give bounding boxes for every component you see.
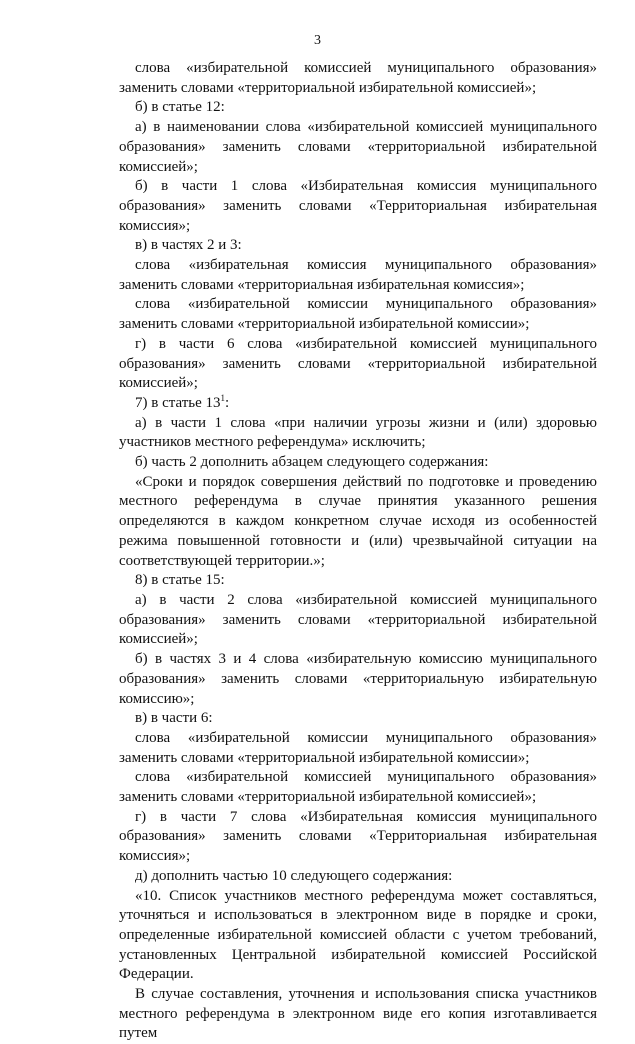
item-7-suffix: : xyxy=(225,394,230,411)
paragraph: б) в части 1 слова «Избирательная комиссия муниципального образования» заменить словами «Территориальная избирательная комиссия»; xyxy=(119,178,597,234)
paragraph: «10. Список участников местного референдума может составляться, уточняться и использоваться в электронном виде в порядке и сроки, определенные избирательной комиссией области с учетом требований, установленных Центральной избирательной комиссией Российской Федерации. xyxy=(119,887,597,983)
document-body xyxy=(119,59,597,1044)
paragraph: слова «избирательной комиссии муниципального образования» заменить словами «территориальной избирательной комиссии»; xyxy=(119,296,597,333)
item-7-superscript: 1 xyxy=(220,392,226,403)
paragraph: 8) в статье 15: xyxy=(135,572,225,589)
paragraph-item-7 xyxy=(119,394,597,414)
paragraph: г) в части 6 слова «избирательной комиссией муниципального образования» заменить словами «территориальной избирательной комиссией»; xyxy=(119,335,597,392)
item-7-text: 7) в статье 13 xyxy=(135,394,221,411)
paragraph: б) в статье 12: xyxy=(135,99,225,116)
paragraph: в) в части 6: xyxy=(135,710,213,727)
paragraph: б) часть 2 дополнить абзацем следующего содержания: xyxy=(135,454,489,471)
paragraph: «Сроки и порядок совершения действий по подготовке и проведению местного референдума в случае принятия указанного решения определяются в каждом конкретном случае исходя из особенностей режима повышенной готовности и (или) чрезвычайной ситуации на соответствующей территории.»; xyxy=(119,473,597,569)
paragraph: в) в частях 2 и 3: xyxy=(135,237,242,254)
paragraph: слова «избирательной комиссии муниципального образования» заменить словами «территориальной избирательной комиссии»; xyxy=(119,729,597,766)
paragraph: б) в частях 3 и 4 слова «избирательную комиссию муниципального образования» заменить словами «территориальную избирательную комиссию»; xyxy=(119,651,597,707)
paragraph: слова «избирательная комиссия муниципального образования» заменить словами «территориальная избирательная комиссия»; xyxy=(119,257,597,293)
paragraph: слова «избирательной комиссией муниципального образования» заменить словами «территориальной избирательной комиссией»; xyxy=(119,769,597,806)
paragraph: слова «избирательной комиссией муниципального образования» заменить словами «территориальной избирательной комиссией»; xyxy=(119,60,597,96)
paragraph: В случае составления, уточнения и использования списка участников местного референдума в электронном виде его копия изготавливается путем xyxy=(119,986,597,1042)
paragraph: а) в части 1 слова «при наличии угрозы жизни и (или) здоровью участников местного референдума» исключить; xyxy=(119,414,597,451)
paragraph: г) в части 7 слова «Избирательная комиссия муниципального образования» заменить словами «Территориальная избирательная комиссия»; xyxy=(119,808,597,865)
paragraph: а) в наименовании слова «избирательной комиссией муниципального образования» заменить словами «территориальной избирательной комиссией»; xyxy=(119,119,597,175)
page-number: 3 xyxy=(314,33,321,48)
paragraph: а) в части 2 слова «избирательной комиссией муниципального образования» заменить словами «территориальной избирательной комиссией»; xyxy=(119,591,597,648)
paragraph: д) дополнить частью 10 следующего содержания: xyxy=(135,867,453,884)
